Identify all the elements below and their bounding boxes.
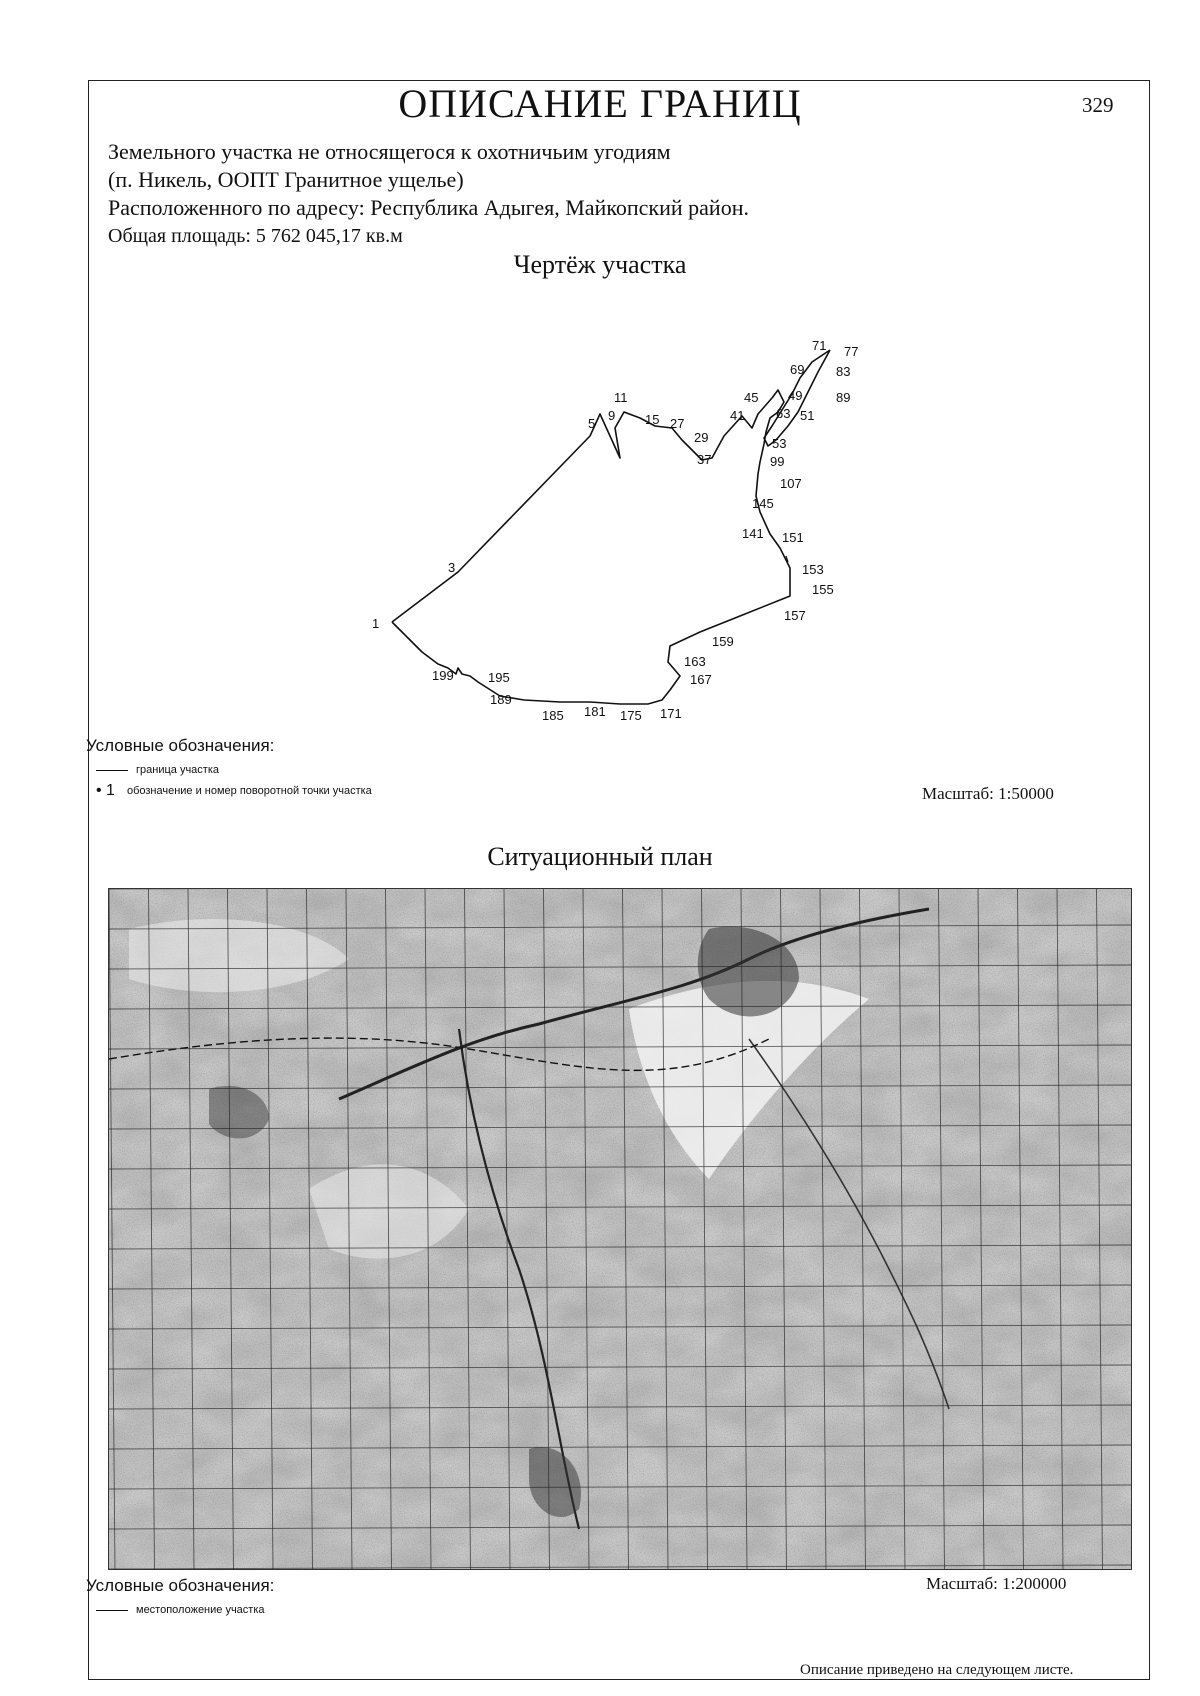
point-label-15: 15 <box>645 412 660 427</box>
point-label-171: 171 <box>660 706 682 721</box>
page-title: ОПИСАНИЕ ГРАНИЦ <box>398 81 802 126</box>
point-label-151: 151 <box>782 530 804 545</box>
point-label-1: 1 <box>372 616 380 631</box>
point-label-71: 71 <box>812 338 827 353</box>
point-label-155: 155 <box>812 582 834 597</box>
point-label-37: 37 <box>697 452 712 467</box>
point-label-199: 199 <box>432 668 454 683</box>
topographic-map <box>109 889 1132 1570</box>
point-label-195: 195 <box>488 670 510 685</box>
point-label-3: 3 <box>448 560 456 575</box>
point-label-185: 185 <box>542 708 564 723</box>
point-label-141: 141 <box>742 526 764 541</box>
legend-boundary <box>96 764 219 776</box>
plot-address: Расположенного по адресу: Республика Адыгея, Майкопский район. <box>108 195 749 220</box>
point-label-163: 163 <box>684 654 706 669</box>
legend-point <box>96 782 372 800</box>
page-number: 329 <box>1082 93 1114 117</box>
point-label-99: 99 <box>770 454 785 469</box>
location-line-symbol <box>96 1610 128 1611</box>
point-label-189: 189 <box>490 692 512 707</box>
situational-map <box>108 888 1132 1570</box>
legend-location-label: местоположение участка <box>136 1604 265 1616</box>
boundary-line <box>392 390 790 704</box>
point-label-29: 29 <box>694 430 709 445</box>
point-label-107: 107 <box>780 476 802 491</box>
point-label-83: 83 <box>836 364 851 379</box>
plot-area: Общая площадь: 5 762 045,17 кв.м <box>108 225 403 247</box>
point-label-167: 167 <box>690 672 712 687</box>
point-label-9: 9 <box>608 408 616 423</box>
boundary-line-symbol <box>96 770 128 771</box>
legend-location <box>96 1604 265 1616</box>
point-label-51: 51 <box>800 408 815 423</box>
point-label-145: 145 <box>752 496 774 511</box>
point-label-45: 45 <box>744 390 759 405</box>
point-label-159: 159 <box>712 634 734 649</box>
boundary-drawing <box>0 0 1200 760</box>
scale-drawing: Масштаб: 1:50000 <box>922 784 1054 803</box>
legend-title-plan: Условные обозначения: <box>86 1576 275 1595</box>
legend-point-label: обозначение и номер поворотной точки участка <box>126 785 372 797</box>
point-label-157: 157 <box>784 608 806 623</box>
point-symbol: • 1 <box>96 782 115 799</box>
point-label-89: 89 <box>836 390 851 405</box>
point-label-11: 11 <box>614 390 628 405</box>
point-label-175: 175 <box>620 708 642 723</box>
point-label-181: 181 <box>584 704 606 719</box>
point-label-5: 5 <box>588 416 596 431</box>
scale-plan: Масштаб: 1:200000 <box>926 1574 1067 1593</box>
point-label-69: 69 <box>790 362 805 377</box>
footer-note: Описание приведено на следующем листе. <box>800 1662 1074 1678</box>
point-label-77: 77 <box>844 344 859 359</box>
plot-description: Земельного участка не относящегося к охотничьим угодиям <box>108 139 671 164</box>
point-label-49: 49 <box>788 388 803 403</box>
legend-title: Условные обозначения: <box>86 736 275 755</box>
point-symbol-number: 1 <box>106 782 115 799</box>
plot-location: (п. Никель, ООПТ Гранитное ущелье) <box>108 167 464 192</box>
plan-title: Ситуационный план <box>487 842 713 871</box>
legend-boundary-label: граница участка <box>136 764 219 776</box>
point-label-53: 53 <box>772 436 787 451</box>
point-label-41: 41 <box>730 408 745 423</box>
point-label-27: 27 <box>670 416 685 431</box>
point-label-63: 63 <box>776 406 791 421</box>
drawing-title: Чертёж участка <box>513 250 687 279</box>
point-label-153: 153 <box>802 562 824 577</box>
